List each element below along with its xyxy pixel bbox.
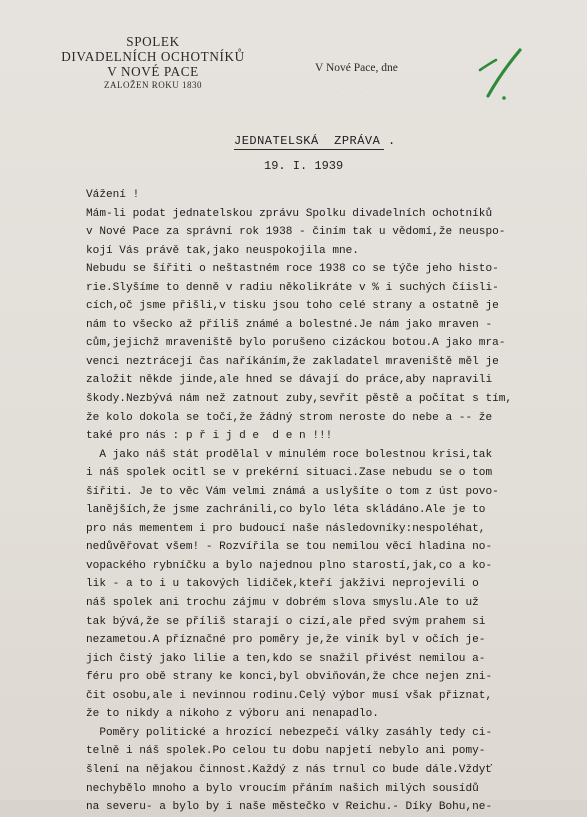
page-number-text: 1.: [474, 48, 475, 49]
body-line: v Nové Pace za správní rok 1938 - činím tak u vědomí,že neuspo-: [86, 226, 506, 239]
body-line: šířiti. Je to věc Vám velmi známá a uslyšíte o tom z úst povo-: [86, 485, 499, 498]
body-line: nezametou.A příznačné pro poměry je,že viník byl v očích je-: [86, 634, 486, 647]
report-heading: JEDNATELSKÁ ZPRÁVA .: [234, 134, 396, 148]
body-line: féru pro obě strany ke konci,byl obviňován,že chce nejen zni-: [86, 671, 493, 684]
body-line: nechybělo mnoho a bylo vroucím přáním našich milých sousídů: [86, 782, 479, 795]
body-line: telně i náš spolek.Po celou tu dobu napjetí nebylo ani pomy-: [86, 745, 486, 758]
body-line: Mám-li podat jednatelskou zprávu Spolku divadelních ochotníků: [86, 207, 493, 220]
body-line: pro nás mementem i pro budoucí naše následovníky:nespoléhat,: [86, 522, 486, 535]
report-date: 19. I. 1939: [264, 159, 344, 173]
letterhead: [38, 34, 268, 91]
report-body: [86, 186, 526, 817]
body-line: škody.Nezbývá nám než zatnout zuby,sevřít pěstě a počítat s tím,: [86, 393, 513, 406]
page-number-handwritten: [474, 48, 522, 102]
body-line: A jako náš stát prodělal v minulém roce bolestnou krisi,tak: [86, 448, 493, 461]
body-line: tak bývá,že se příliš starají o cizí,ale před svým prahem si: [86, 615, 486, 628]
place-date-label: V Nové Pace, dne: [315, 62, 398, 74]
body-line: Nebudu se šířiti o neštastném roce 1938 co se týče jeho histo-: [86, 263, 499, 276]
body-line: kojí Vás právě tak,jako neuspokojila mne.: [86, 244, 359, 257]
body-line: že kolo dokola se točí,že žádný strom neroste do nebe a -- že: [86, 411, 493, 424]
body-line: náš spolek ani trochu zájmu v dobrém slova smyslu.Ale to už: [86, 597, 479, 610]
body-line: venci neztrácejí čas naříkáním,že zakladatel mraveniště měl je: [86, 355, 499, 368]
body-line: Poměry politické a hrozící nebezpečí války zasáhly tedy ci-: [86, 726, 493, 739]
letterhead-founded: ZALOŽEN ROKU 1830: [104, 80, 202, 90]
body-line: nám to všecko až příliš známé a bolestné.Je nám jako mraven -: [86, 318, 493, 331]
body-line: i náš spolek ocitl se v prekérní situaci.Zase nebudu se o tom: [86, 467, 493, 480]
body-line: jich čistý jako lilie a ten,kdo se snažil přivést nemilou a-: [86, 652, 486, 665]
body-line: Vážení !: [86, 189, 140, 201]
letterhead-line-3: V NOVÉ PACE: [107, 64, 199, 79]
letterhead-line-2: DIVADELNÍCH OCHOTNÍKŮ: [61, 49, 245, 64]
body-line: nedůvěřovat všem! - Rozvířila se tou nemilou věcí hladina no-: [86, 541, 493, 554]
body-line: čit osobu,ale i nevinnou rodinu.Celý výbor musí však přiznat,: [86, 689, 493, 702]
body-line: také pro nás : p ř i j d e d e n !!!: [86, 430, 333, 443]
body-line: cům,jejichž mraveniště bylo porušeno cizáckou botou.A jako mra-: [86, 337, 506, 350]
letterhead-line-1: SPOLEK: [126, 34, 180, 49]
body-line: lanějších,že jsme zachránili,co bylo léta skládáno.Ale je to: [86, 504, 486, 517]
body-line: rie.Slyšíme to denně v radiu několikráte v % i suchých číisli-: [86, 281, 499, 294]
body-line: že to nikdy a nikoho z výboru ani nenapadlo.: [86, 708, 379, 721]
body-line: na severu- a bylo by i naše městečko v Reichu.- Díky Bohu,ne-: [86, 801, 493, 814]
body-line: lik - a to i u takových lidiček,kteří jakživi neprojevili o: [86, 578, 479, 591]
body-line: vopackého rybníčku a bylo najednou plno starostí,jak,co a ko-: [86, 559, 493, 572]
body-line: cích,oč jsme přišli,v tisku jsou toho celé strany a ostatně je: [86, 300, 499, 313]
body-line: založit někde jinde,ale hned se dávají do práce,aby napravili: [86, 374, 493, 387]
heading-underline: [234, 149, 384, 150]
body-line: šlení na nějakou činnost.Každý z nás trnul co bude dále.Vždyť: [86, 763, 493, 776]
ghost-text: · · ·: [335, 88, 366, 99]
